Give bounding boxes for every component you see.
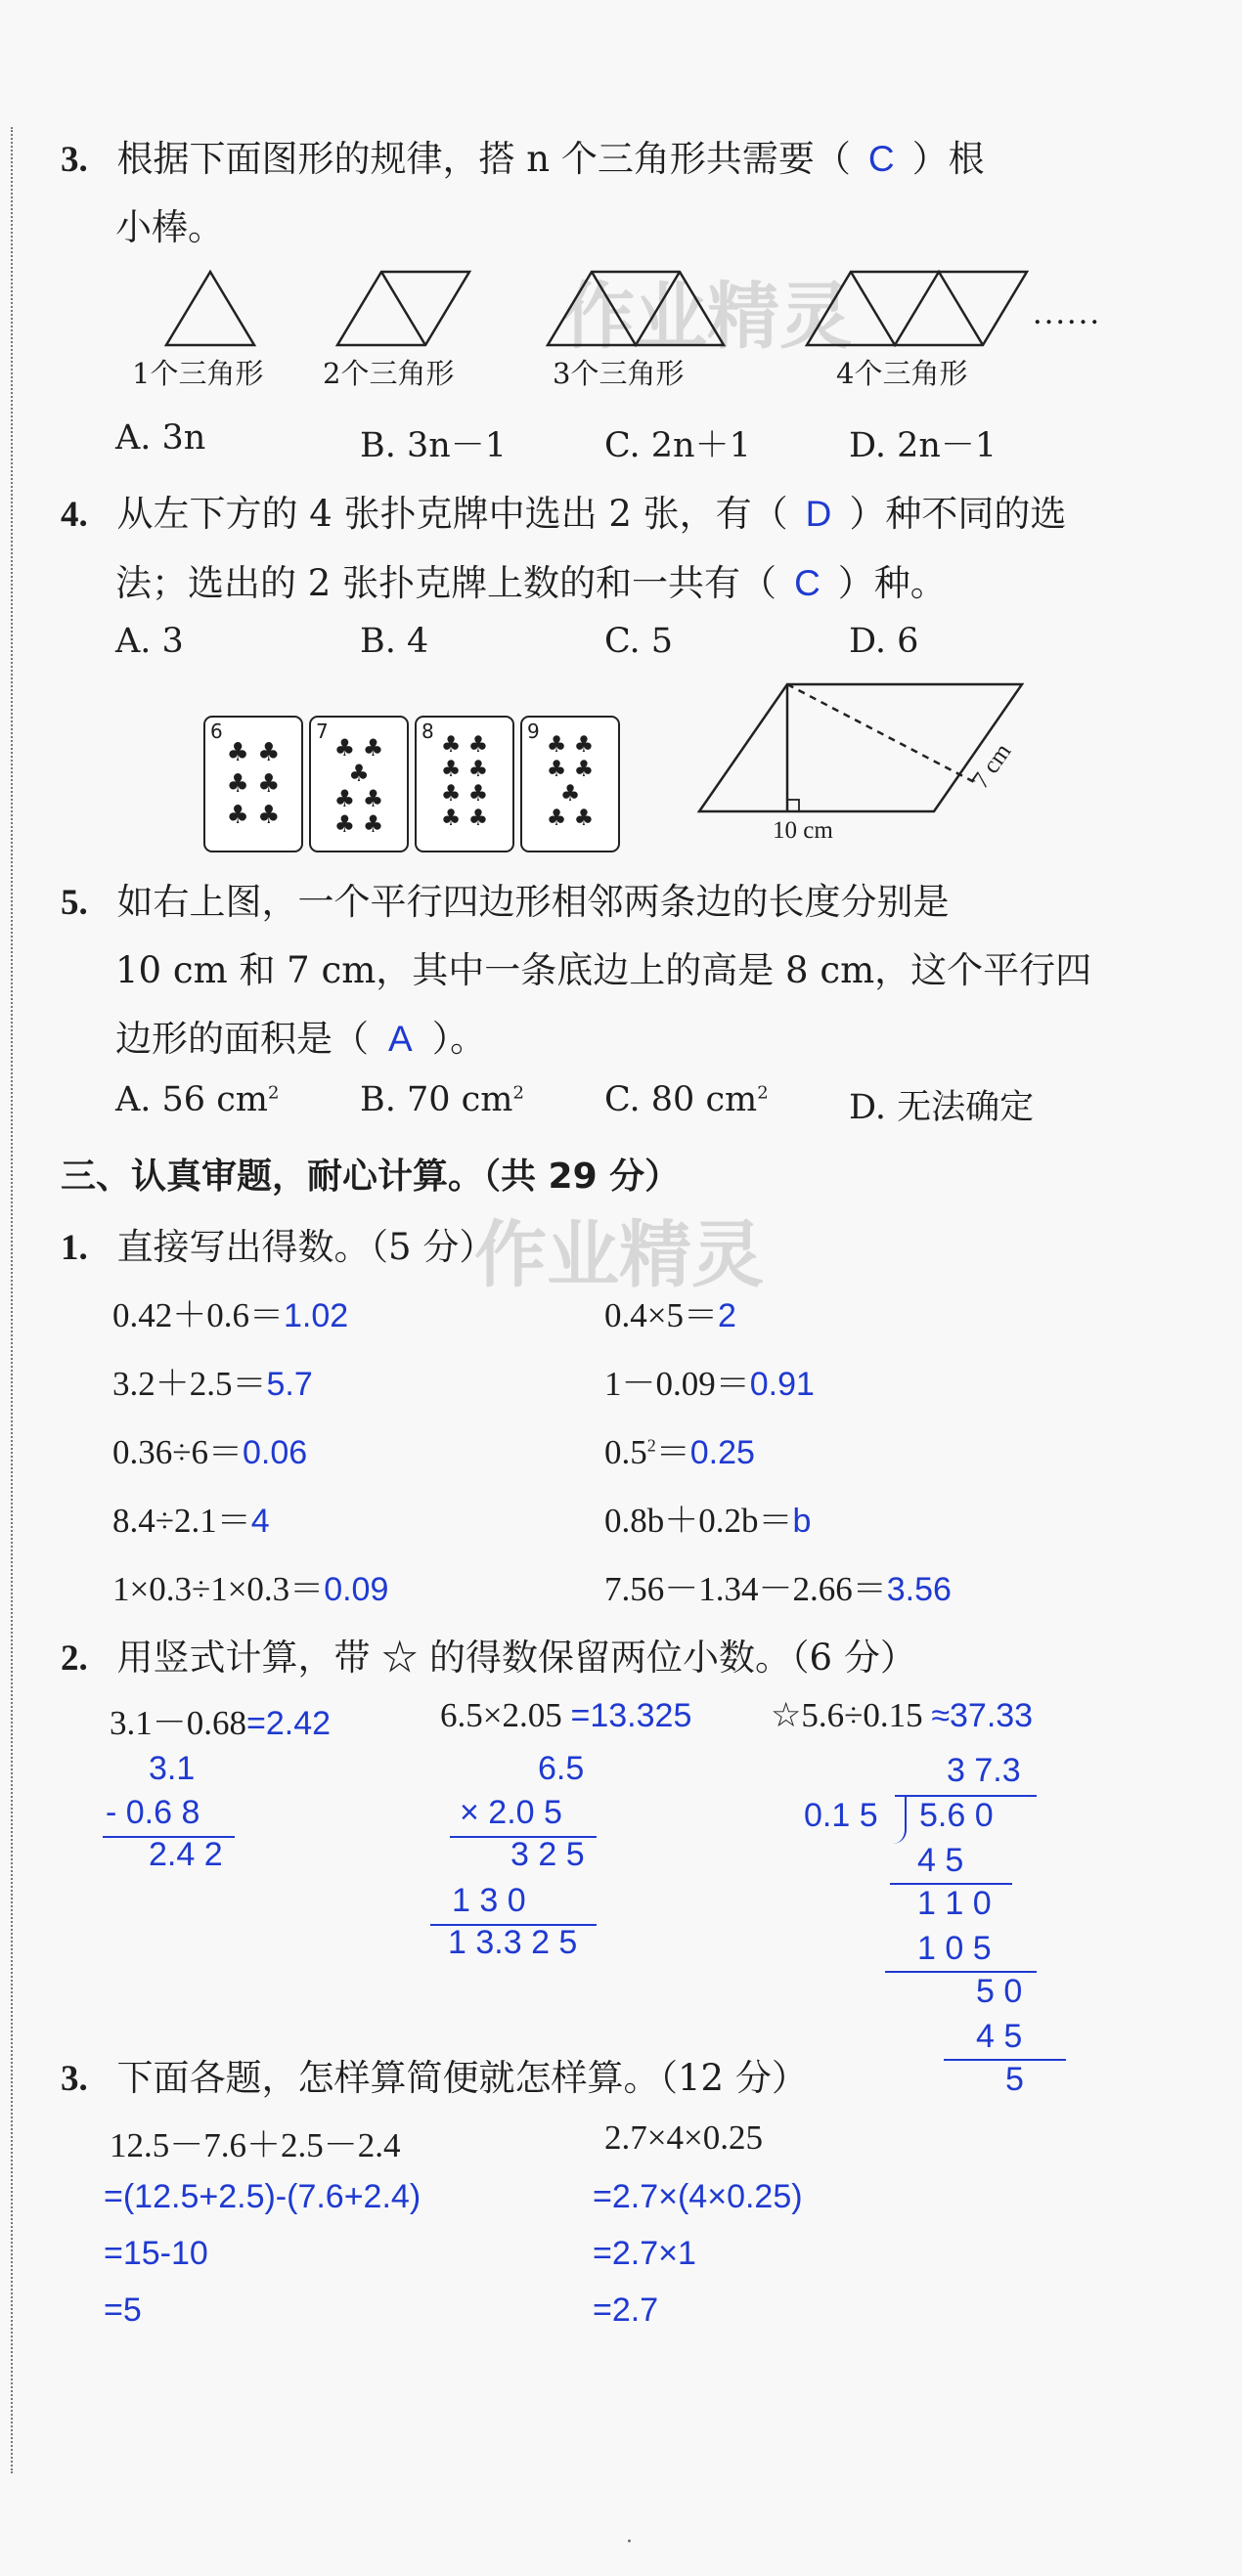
footer-mark: · <box>626 2530 633 2554</box>
work-1-line: 3.1 <box>149 1750 196 1787</box>
calc-item: 8.4÷2.1＝4 <box>112 1502 270 1540</box>
section-3-heading: 三、认真审题，耐心计算。（共 29 分） <box>61 1157 681 1197</box>
q3-option-a: A. 3n <box>115 418 206 458</box>
s2-problem-2: 6.5×2.05 =13.325 <box>440 1696 692 1734</box>
work-3-line: 4 5 <box>917 1842 964 1879</box>
card-6: 6 ♣ ♣ ♣ ♣ ♣ ♣ <box>203 716 303 852</box>
card-8: 8 ♣ ♣ ♣ ♣ ♣ ♣ ♣ ♣ <box>415 716 514 852</box>
work-1-line: 2.4 2 <box>149 1836 223 1873</box>
club-icon: ♣ ♣ ♣ ♣ ♣ ♣ ♣ <box>333 734 384 838</box>
s3-step: =2.7×1 <box>593 2235 696 2272</box>
q3-line1: 3. 根据下面图形的规律，搭 n 个三角形共需要（ C ）根 <box>61 138 985 180</box>
s3-title: 3. 下面各题，怎样算简便就怎样算。（12 分） <box>61 2057 808 2099</box>
s3-problem-1: 12.5－7.6＋2.5－2.4 <box>110 2126 401 2164</box>
s3-step: =(12.5+2.5)-(7.6+2.4) <box>104 2178 421 2215</box>
margin-rule <box>11 127 13 2473</box>
calc-item: 0.36÷6＝0.06 <box>112 1433 308 1471</box>
dashed-height <box>787 684 978 784</box>
work-3-line: 1 0 5 <box>917 1930 992 1967</box>
card-7: 7 ♣ ♣ ♣ ♣ ♣ ♣ ♣ <box>309 716 409 852</box>
s2-problem-1: 3.1－0.68=2.42 <box>110 1704 332 1742</box>
q4-line2: 法；选出的 2 张扑克牌上数的和一共有（ C ）种。 <box>115 562 947 604</box>
calc-item: 1×0.3÷1×0.3＝0.09 <box>112 1570 389 1608</box>
work-2-line: 1 3.3 2 5 <box>448 1924 578 1961</box>
q3-line2: 小棒。 <box>115 206 224 248</box>
s3-step: =2.7×(4×0.25) <box>593 2178 803 2215</box>
s1-title: 1. 直接写出得数。（5 分） <box>61 1226 496 1268</box>
work-3-quotient: 3 7.3 <box>947 1752 1021 1789</box>
q4-option-c: C. 5 <box>604 622 674 661</box>
calc-item: $0.5^2=0.25$ <box>604 1433 755 1471</box>
calc-item: 7.56－1.34－2.66＝3.56 <box>604 1570 952 1608</box>
watermark: 作业精灵 <box>474 1213 764 1297</box>
q5-line3: 边形的面积是（ A ）。 <box>115 1018 487 1060</box>
calc-item: 0.4×5＝2 <box>604 1296 736 1334</box>
work-3-bracket-side <box>885 1795 907 1844</box>
calc-item: 0.42＋0.6＝1.02 <box>112 1296 349 1334</box>
work-3-line: 5 <box>1005 2061 1024 2098</box>
q3-option-c: C. 2n＋1 <box>604 426 751 465</box>
triangle-4 <box>807 272 1027 345</box>
s3-step: =2.7 <box>593 2292 659 2329</box>
work-3-divisor: 0.1 5 <box>804 1797 878 1834</box>
s3-step: =5 <box>104 2292 142 2329</box>
triangle-2 <box>337 272 469 345</box>
pattern-label-1: 1个三角形 <box>132 357 264 390</box>
q4-option-d: D. 6 <box>849 622 919 661</box>
pattern-label-4: 4个三角形 <box>836 357 968 390</box>
work-3-line: 4 5 <box>976 2018 1023 2055</box>
pattern-ellipsis: …… <box>1032 293 1100 331</box>
q4-answer-2: C <box>794 563 821 603</box>
triangle-1 <box>166 272 254 345</box>
s3-problem-2: 2.7×4×0.25 <box>604 2118 763 2157</box>
calc-item: 1－0.09＝0.91 <box>604 1365 815 1403</box>
q5-option-d: D. 无法确定 <box>849 1088 1035 1127</box>
triangle-pattern-figure <box>156 262 1134 350</box>
s2-problem-3: ☆5.6÷0.15 ≈37.33 <box>771 1696 1034 1734</box>
q4-answer-1: D <box>805 494 832 534</box>
club-icon: ♣ ♣ ♣ ♣ ♣ ♣ ♣ ♣ <box>440 732 489 831</box>
q5-option-a: A. 56 $cm^2$ <box>115 1080 280 1119</box>
work-3-line: 1 1 0 <box>917 1885 992 1922</box>
s2-title: 2. 用竖式计算，带 ☆ 的得数保留两位小数。（6 分） <box>61 1637 916 1679</box>
q5-option-b: B. 70 $cm^2$ <box>360 1080 524 1119</box>
q4-option-a: A. 3 <box>115 622 184 661</box>
work-2-line: × 2.0 5 <box>460 1794 562 1831</box>
q4-number: 4. <box>61 495 88 535</box>
work-2-line: 1 3 0 <box>452 1882 526 1919</box>
q3-number: 3. <box>61 140 88 180</box>
club-icon: ♣ ♣ ♣ ♣ ♣ ♣ <box>226 738 281 830</box>
q5-line2: 10 cm 和 7 cm，其中一条底边上的高是 8 cm，这个平行四 <box>115 949 1092 991</box>
work-1-line: - 0.6 8 <box>106 1794 200 1831</box>
q5-line1: 5. 如右上图，一个平行四边形相邻两条边的长度分别是 <box>61 881 950 923</box>
calc-item: 0.8b＋0.2b＝b <box>604 1502 812 1540</box>
watermark: 作业精灵 <box>562 275 852 359</box>
q5-answer: A <box>388 1019 413 1059</box>
pattern-label-3: 3个三角形 <box>553 357 685 390</box>
base-label: 10 cm <box>773 817 833 844</box>
q3-option-b: B. 3n－1 <box>360 426 508 465</box>
q3-answer: C <box>867 139 895 179</box>
side-label: 7 cm <box>967 738 1017 794</box>
club-icon: ♣ ♣ ♣ ♣ ♣ ♣ ♣ <box>546 732 595 831</box>
work-3-dividend: 5.6 0 <box>919 1797 994 1834</box>
pattern-label-2: 2个三角形 <box>323 357 455 390</box>
s3-step: =15-10 <box>104 2235 208 2272</box>
work-3-line: 5 0 <box>976 1973 1023 2010</box>
q5-option-c: C. 80 $cm^2$ <box>604 1080 769 1119</box>
work-2-line: 6.5 <box>538 1750 585 1787</box>
work-2-line: 3 2 5 <box>510 1836 585 1873</box>
triangle-3 <box>548 272 724 345</box>
calc-item: 3.2＋2.5＝5.7 <box>112 1365 313 1403</box>
q4-line1: 4. 从左下方的 4 张扑克牌中选出 2 张，有（ D ）种不同的选 <box>61 493 1067 535</box>
q5-number: 5. <box>61 883 88 923</box>
q4-option-b: B. 4 <box>360 622 429 661</box>
right-angle-mark <box>787 800 799 811</box>
card-9: 9 ♣ ♣ ♣ ♣ ♣ ♣ ♣ <box>520 716 620 852</box>
parallelogram <box>699 684 1022 811</box>
q3-option-d: D. 2n－1 <box>849 426 998 465</box>
